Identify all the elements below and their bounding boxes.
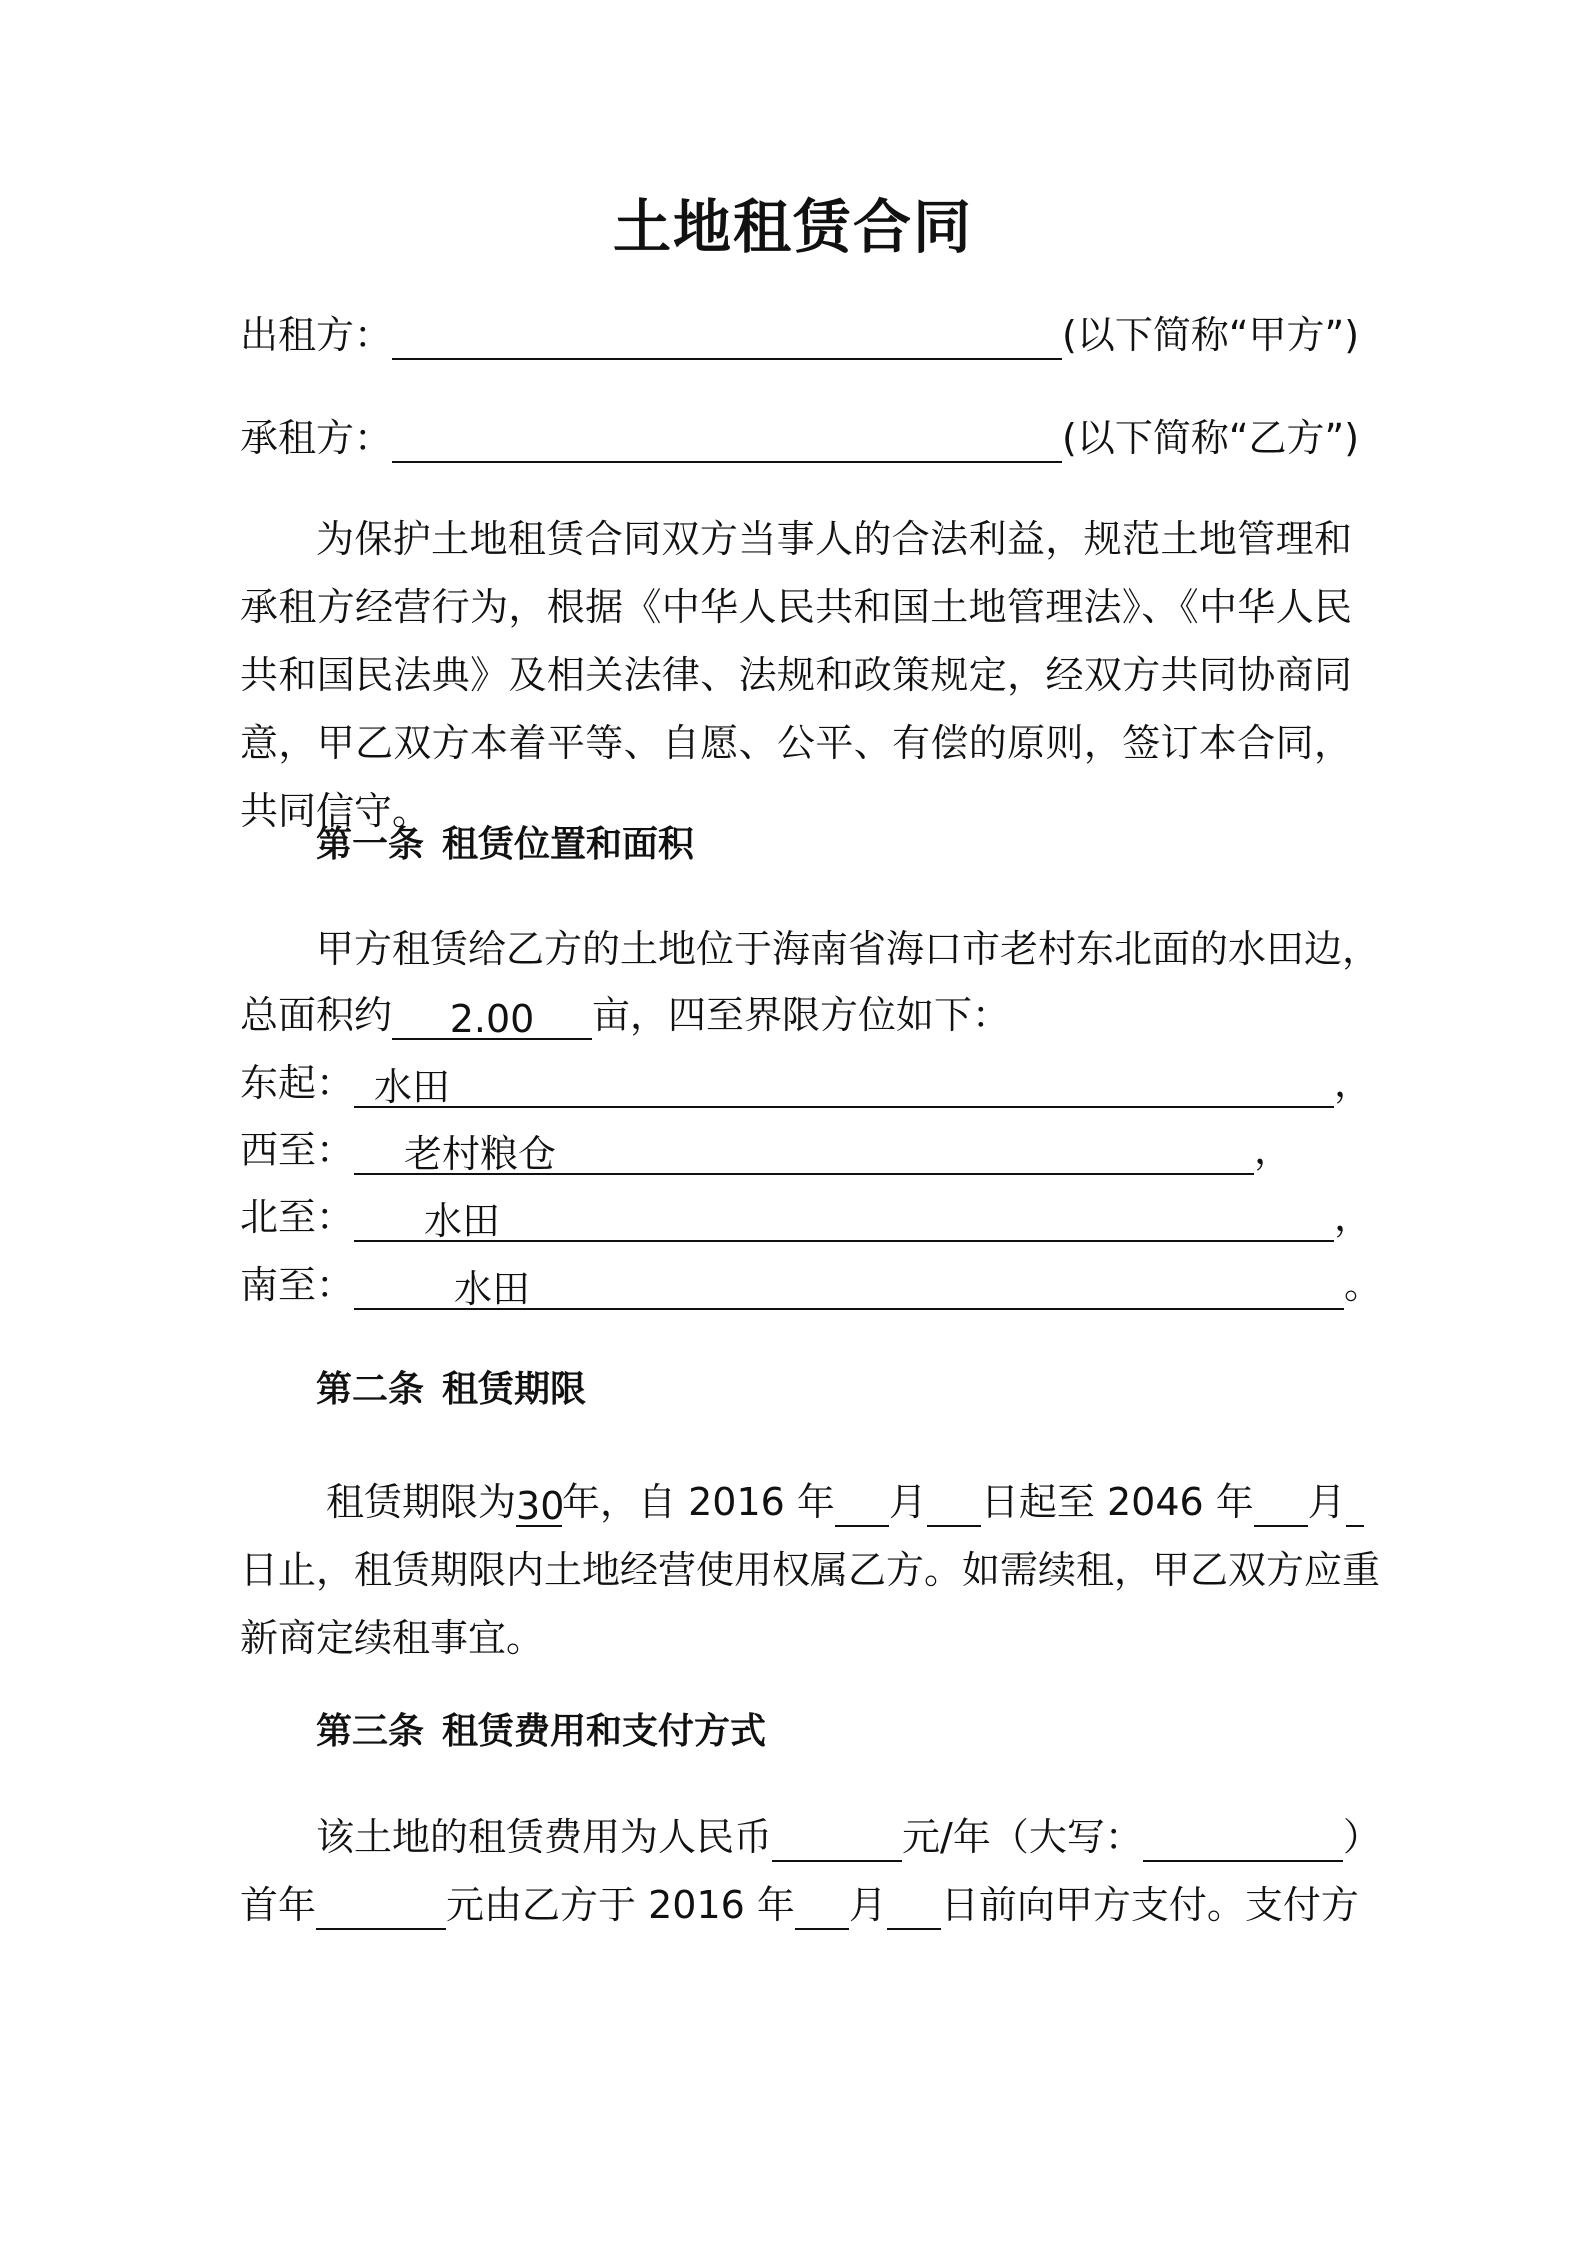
south-end: 。 [1344,1263,1383,1307]
article2-heading [316,1365,586,1415]
article1-number: 第一条 [316,824,425,865]
annual-fee-blank[interactable] [772,1816,902,1862]
east-row [240,1058,1372,1108]
article2-title: 租赁期限 [442,1369,587,1410]
article3-title: 租赁费用和支付方式 [442,1711,767,1752]
start-day-blank[interactable] [927,1481,981,1527]
area-value[interactable]: 2.00 [392,994,592,1040]
lessor-suffix: (以下简称“甲方”) [1062,313,1360,357]
south-row [240,1260,1382,1310]
article2-number: 第二条 [316,1369,425,1410]
west-label: 西至： [240,1128,355,1172]
east-value[interactable]: 水田 [354,1062,1334,1108]
south-value[interactable]: 水田 [354,1264,1344,1310]
north-value[interactable]: 水田 [354,1196,1334,1242]
first-year-fee-blank[interactable] [316,1884,446,1930]
article1-title: 租赁位置和面积 [442,824,695,865]
north-label: 北至： [240,1195,355,1239]
west-row [240,1125,1292,1175]
article2-line2: 日止，租赁期限内土地经营使用权属乙方。如需续租，甲乙双方应重 [240,1548,1381,1592]
first-year-label: 首年 [240,1883,317,1927]
lessor-label: 出租方： [240,313,393,357]
end-month-blank[interactable] [1254,1481,1308,1527]
term-years[interactable]: 30 [516,1481,562,1527]
lessor-row [240,310,1359,360]
fee-close: ） [1342,1815,1381,1859]
article2-line1 [326,1477,1364,1527]
north-end: ， [1334,1195,1373,1239]
payment-month-label: 月 [848,1883,887,1927]
fee-prefix: 该土地的租赁费用为人民币 [316,1815,773,1859]
term-prefix: 租赁期限为 [326,1480,517,1524]
lessee-label: 承租方： [240,416,393,460]
end-day-blank[interactable] [1346,1481,1364,1527]
east-label: 东起： [240,1061,355,1105]
area-suffix: 亩，四至界限方位如下： [592,993,1011,1037]
area-prefix: 总面积约 [240,993,393,1037]
article2-line3: 新商定续租事宜。 [240,1616,545,1660]
article3-heading [316,1707,766,1757]
start-month-blank[interactable] [835,1481,889,1527]
payment-day-blank[interactable] [887,1884,941,1930]
area-row [240,990,1010,1040]
fee-uppercase-blank[interactable] [1143,1816,1343,1862]
article3-line1 [316,1812,1381,1862]
fee-unit: 元/年（大写： [902,1815,1143,1859]
east-end: ， [1334,1061,1373,1105]
document-title: 土地租赁合同 [612,193,973,261]
payment-month-blank[interactable] [795,1884,849,1930]
article3-number: 第三条 [316,1711,425,1752]
payment-text: 日前向甲方支付。支付方 [940,1883,1359,1927]
lessee-blank[interactable] [392,417,1062,463]
lessee-row [240,413,1359,463]
article1-heading [316,820,694,870]
north-row [240,1192,1372,1242]
payment-year: 元由乙方于 2016 年 [446,1883,795,1927]
west-end: ， [1254,1128,1293,1172]
lessor-blank[interactable] [392,314,1062,360]
south-label: 南至： [240,1263,355,1307]
lessee-suffix: (以下简称“乙方”) [1062,416,1360,460]
article1-text: 甲方租赁给乙方的土地位于海南省海口市老村东北面的水田边， [316,927,1381,971]
west-value[interactable]: 老村粮仓 [354,1129,1254,1175]
term-start-year: 年，自 2016 年 [562,1480,835,1524]
term-end-year: 日起至 2046 年 [980,1480,1254,1524]
preamble-paragraph: 为保护土地租赁合同双方当事人的合法利益，规范土地管理和承租方经营行为，根据《中华人民共和国土地管理法》、《中华人民共和国民法典》及相关法律、法规和政策规定，经双方共同协商同意，甲乙双方本着平等、自愿、公平、有偿的原则，签订本合同，共同信守。 [240,517,1352,833]
article3-line2 [240,1880,1359,1930]
term-month-label: 月 [888,1480,927,1524]
term-end-month-label: 月 [1307,1480,1346,1524]
